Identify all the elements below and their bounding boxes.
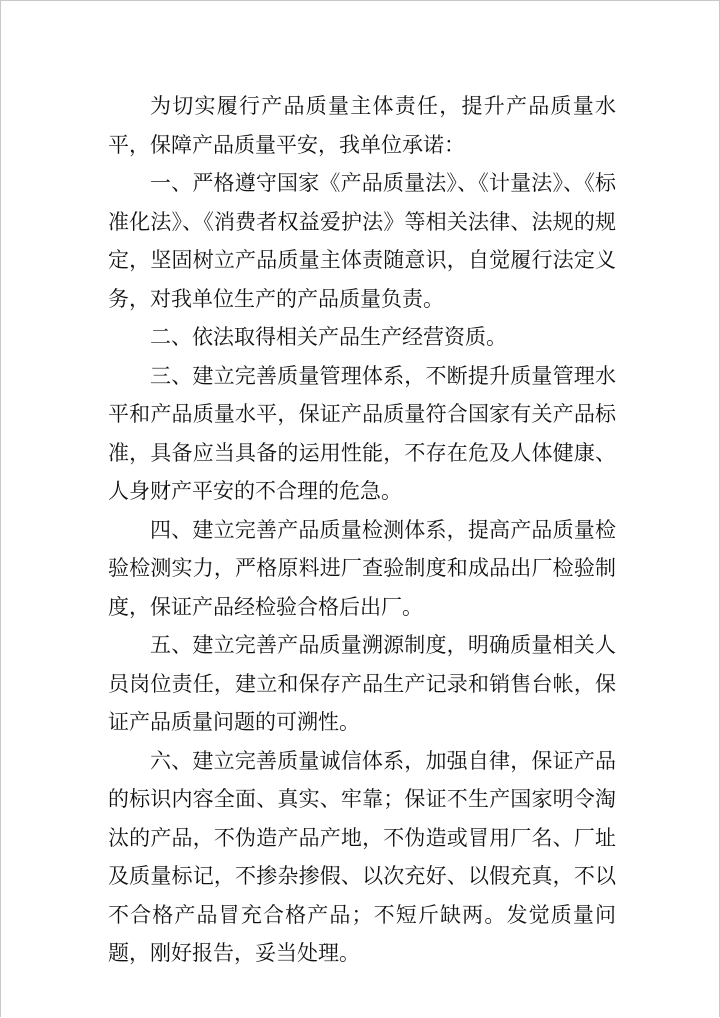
paragraph-item-6: 六、建立完善质量诚信体系，加强自律，保证产品的标识内容全面、真实、牢靠；保证不生产国家明令淘汰的产品，不伪造产品产地，不伪造或冒用厂名、厂址及质量标记，不掺杂掺假、以次充好、以假充真，不以不合格产品冒充合格产品；不短斤缺两。发觉质量问题，刚好报告，妥当处理。 — [108, 748, 616, 965]
document-body — [108, 87, 616, 973]
paragraph-item-5: 五、建立完善产品质量溯源制度，明确质量相关人员岗位责任，建立和保存产品生产记录和销售台帐，保证产品质量问题的可溯性。 — [108, 633, 616, 734]
paragraph-intro: 为切实履行产品质量主体责任，提升产品质量水平，保障产品质量平安，我单位承诺： — [108, 94, 616, 157]
paragraph-item-4: 四、建立完善产品质量检测体系，提高产品质量检验检测实力，严格原料进厂查验制度和成品出厂检验制度，保证产品经检验合格后出厂。 — [108, 517, 616, 619]
paragraph-item-2: 二、依法取得相关产品生产经营资质。 — [150, 325, 507, 349]
paragraph-item-3: 三、建立完善质量管理体系，不断提升质量管理水平和产品质量水平，保证产品质量符合国家有关产品标准，具备应当具备的运用性能，不存在危及人体健康、人身财产平安的不合理的危急。 — [108, 363, 616, 503]
paragraph-item-1: 一、严格遵守国家《产品质量法》、《计量法》、《标准化法》、《消费者权益爱护法》等相关法律、法规的规定，坚固树立产品质量主体责随意识，自觉履行法定义务，对我单位生产的产品质量负责。 — [108, 171, 616, 311]
